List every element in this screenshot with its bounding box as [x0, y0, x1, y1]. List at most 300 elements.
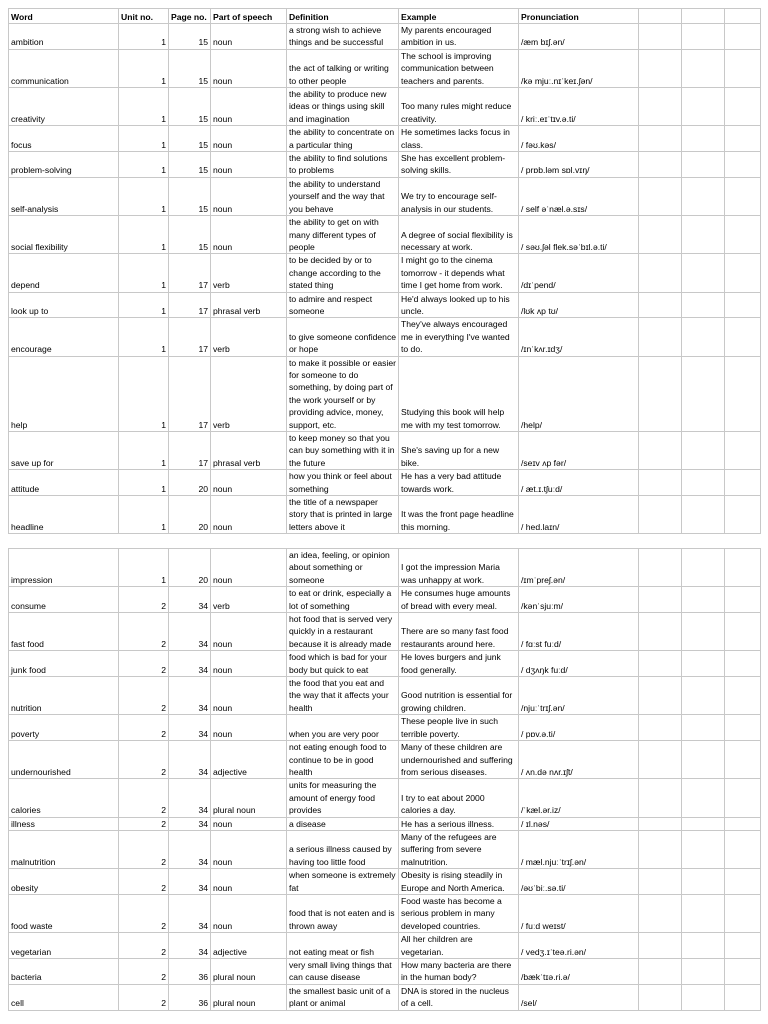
empty-cell[interactable] — [725, 177, 761, 215]
part-of-speech-cell[interactable]: adjective — [211, 933, 287, 959]
example-cell[interactable]: DNA is stored in the nucleus of a cell. — [399, 984, 519, 1010]
unit-cell[interactable]: 2 — [119, 677, 169, 715]
pronunciation-cell[interactable]: /ɪnˈkʌr.ɪdʒ/ — [519, 318, 639, 356]
empty-cell[interactable] — [725, 496, 761, 534]
definition-cell[interactable]: a serious illness caused by having too little food — [287, 830, 399, 868]
empty-cell[interactable] — [639, 177, 682, 215]
empty-cell[interactable] — [725, 741, 761, 779]
word-cell[interactable]: ambition — [9, 24, 119, 50]
empty-cell[interactable] — [682, 356, 725, 431]
pronunciation-cell[interactable]: / mæl.njuːˈtrɪʃ.ən/ — [519, 830, 639, 868]
empty-cell[interactable] — [725, 651, 761, 677]
empty-cell[interactable] — [639, 24, 682, 50]
empty-cell[interactable] — [725, 677, 761, 715]
empty-cell[interactable] — [682, 470, 725, 496]
part-of-speech-cell[interactable]: verb — [211, 318, 287, 356]
page-cell[interactable]: 34 — [169, 869, 211, 895]
word-cell[interactable]: obesity — [9, 869, 119, 895]
word-cell[interactable]: depend — [9, 254, 119, 292]
pronunciation-cell[interactable]: / ʌn.də nʌr.ɪʃt/ — [519, 741, 639, 779]
unit-cell[interactable]: 2 — [119, 869, 169, 895]
word-cell[interactable]: calories — [9, 779, 119, 817]
empty-cell[interactable] — [725, 587, 761, 613]
empty-header-cell[interactable] — [725, 9, 761, 24]
unit-cell[interactable]: 1 — [119, 152, 169, 178]
part-of-speech-cell[interactable]: adjective — [211, 741, 287, 779]
unit-cell[interactable]: 2 — [119, 817, 169, 830]
definition-cell[interactable]: very small living things that can cause disease — [287, 959, 399, 985]
unit-cell[interactable]: 2 — [119, 741, 169, 779]
page-cell[interactable]: 34 — [169, 830, 211, 868]
page-cell[interactable]: 36 — [169, 959, 211, 985]
pronunciation-cell[interactable]: /æm bɪʃ.ən/ — [519, 24, 639, 50]
part-of-speech-cell[interactable]: noun — [211, 496, 287, 534]
definition-cell[interactable]: not eating meat or fish — [287, 933, 399, 959]
empty-cell[interactable] — [682, 318, 725, 356]
part-of-speech-cell[interactable]: noun — [211, 88, 287, 126]
definition-cell[interactable]: the act of talking or writing to other people — [287, 49, 399, 87]
page-cell[interactable]: 34 — [169, 613, 211, 651]
page-cell[interactable]: 15 — [169, 88, 211, 126]
example-cell[interactable]: Studying this book will help me with my test tomorrow. — [399, 356, 519, 431]
empty-cell[interactable] — [725, 984, 761, 1010]
example-cell[interactable]: Food waste has become a serious problem in many developed countries. — [399, 894, 519, 932]
page-cell[interactable]: 34 — [169, 779, 211, 817]
page-cell[interactable]: 15 — [169, 24, 211, 50]
definition-cell[interactable]: food that is not eaten and is thrown away — [287, 894, 399, 932]
page-cell[interactable]: 34 — [169, 933, 211, 959]
word-cell[interactable]: focus — [9, 126, 119, 152]
empty-cell[interactable] — [639, 549, 682, 587]
example-cell[interactable]: A degree of social flexibility is necessary at work. — [399, 216, 519, 254]
empty-cell[interactable] — [725, 88, 761, 126]
empty-cell[interactable] — [639, 677, 682, 715]
unit-cell[interactable]: 1 — [119, 318, 169, 356]
empty-cell[interactable] — [682, 894, 725, 932]
example-cell[interactable]: She's saving up for a new bike. — [399, 432, 519, 470]
empty-cell[interactable] — [725, 254, 761, 292]
pronunciation-cell[interactable]: / kriː.eɪˈtɪv.ə.ti/ — [519, 88, 639, 126]
unit-cell[interactable]: 1 — [119, 177, 169, 215]
part-of-speech-cell[interactable]: phrasal verb — [211, 432, 287, 470]
empty-cell[interactable] — [682, 830, 725, 868]
page-cell[interactable]: 15 — [169, 152, 211, 178]
unit-cell[interactable]: 1 — [119, 470, 169, 496]
empty-cell[interactable] — [639, 216, 682, 254]
unit-cell[interactable]: 1 — [119, 24, 169, 50]
header-pronunciation[interactable]: Pronunciation — [519, 9, 639, 24]
word-cell[interactable]: creativity — [9, 88, 119, 126]
page-cell[interactable]: 20 — [169, 496, 211, 534]
empty-cell[interactable] — [725, 152, 761, 178]
empty-cell[interactable] — [639, 894, 682, 932]
word-cell[interactable]: nutrition — [9, 677, 119, 715]
definition-cell[interactable]: the ability to understand yourself and the way that you behave — [287, 177, 399, 215]
pronunciation-cell[interactable]: /kə mjuː.nɪˈkeɪ.ʃən/ — [519, 49, 639, 87]
example-cell[interactable]: Too many rules might reduce creativity. — [399, 88, 519, 126]
empty-cell[interactable] — [639, 356, 682, 431]
example-cell[interactable]: These people live in such terrible poverty. — [399, 715, 519, 741]
pronunciation-cell[interactable]: /help/ — [519, 356, 639, 431]
empty-cell[interactable] — [639, 432, 682, 470]
pronunciation-cell[interactable]: / prɒb.ləm sɒl.vɪŋ/ — [519, 152, 639, 178]
empty-header-cell[interactable] — [639, 9, 682, 24]
word-cell[interactable]: illness — [9, 817, 119, 830]
empty-cell[interactable] — [725, 356, 761, 431]
empty-cell[interactable] — [725, 830, 761, 868]
word-cell[interactable]: social flexibility — [9, 216, 119, 254]
empty-cell[interactable] — [639, 318, 682, 356]
empty-cell[interactable] — [725, 470, 761, 496]
empty-cell[interactable] — [639, 152, 682, 178]
empty-cell[interactable] — [682, 49, 725, 87]
part-of-speech-cell[interactable]: noun — [211, 216, 287, 254]
empty-cell[interactable] — [682, 817, 725, 830]
empty-cell[interactable] — [682, 432, 725, 470]
definition-cell[interactable]: an idea, feeling, or opinion about something or someone — [287, 549, 399, 587]
header-example[interactable]: Example — [399, 9, 519, 24]
empty-cell[interactable] — [725, 894, 761, 932]
pronunciation-cell[interactable]: / ɪl.nəs/ — [519, 817, 639, 830]
empty-cell[interactable] — [682, 126, 725, 152]
word-cell[interactable]: attitude — [9, 470, 119, 496]
definition-cell[interactable]: the smallest basic unit of a plant or animal — [287, 984, 399, 1010]
word-cell[interactable]: save up for — [9, 432, 119, 470]
definition-cell[interactable]: the ability to concentrate on a particular thing — [287, 126, 399, 152]
definition-cell[interactable]: the ability to produce new ideas or things using skill and imagination — [287, 88, 399, 126]
part-of-speech-cell[interactable]: noun — [211, 677, 287, 715]
page-cell[interactable]: 15 — [169, 216, 211, 254]
page-cell[interactable]: 34 — [169, 715, 211, 741]
example-cell[interactable]: The school is improving communication between teachers and parents. — [399, 49, 519, 87]
example-cell[interactable]: They've always encouraged me in everything I've wanted to do. — [399, 318, 519, 356]
pronunciation-cell[interactable]: /njuːˈtrɪʃ.ən/ — [519, 677, 639, 715]
page-cell[interactable]: 15 — [169, 177, 211, 215]
example-cell[interactable]: He consumes huge amounts of bread with every meal. — [399, 587, 519, 613]
page-cell[interactable]: 34 — [169, 741, 211, 779]
empty-cell[interactable] — [725, 432, 761, 470]
unit-cell[interactable]: 2 — [119, 651, 169, 677]
unit-cell[interactable]: 1 — [119, 126, 169, 152]
word-cell[interactable]: help — [9, 356, 119, 431]
page-cell[interactable]: 34 — [169, 587, 211, 613]
pronunciation-cell[interactable]: / dʒʌŋk fuːd/ — [519, 651, 639, 677]
pronunciation-cell[interactable]: /seɪv ʌp fər/ — [519, 432, 639, 470]
definition-cell[interactable]: the food that you eat and the way that it affects your health — [287, 677, 399, 715]
empty-cell[interactable] — [639, 292, 682, 318]
empty-cell[interactable] — [725, 216, 761, 254]
definition-cell[interactable]: units for measuring the amount of energy food provides — [287, 779, 399, 817]
word-cell[interactable]: vegetarian — [9, 933, 119, 959]
word-cell[interactable]: look up to — [9, 292, 119, 318]
example-cell[interactable]: He'd always looked up to his uncle. — [399, 292, 519, 318]
page-cell[interactable]: 17 — [169, 432, 211, 470]
empty-cell[interactable] — [682, 715, 725, 741]
word-cell[interactable]: headline — [9, 496, 119, 534]
page-cell[interactable]: 34 — [169, 894, 211, 932]
pronunciation-cell[interactable]: / fuːd weɪst/ — [519, 894, 639, 932]
unit-cell[interactable]: 2 — [119, 779, 169, 817]
definition-cell[interactable]: a disease — [287, 817, 399, 830]
part-of-speech-cell[interactable]: noun — [211, 549, 287, 587]
unit-cell[interactable]: 2 — [119, 984, 169, 1010]
unit-cell[interactable]: 2 — [119, 894, 169, 932]
empty-cell[interactable] — [682, 496, 725, 534]
header-definition[interactable]: Definition — [287, 9, 399, 24]
header-word[interactable]: Word — [9, 9, 119, 24]
empty-cell[interactable] — [639, 933, 682, 959]
empty-cell[interactable] — [682, 613, 725, 651]
empty-cell[interactable] — [725, 779, 761, 817]
empty-cell[interactable] — [639, 741, 682, 779]
page-cell[interactable]: 36 — [169, 984, 211, 1010]
word-cell[interactable]: encourage — [9, 318, 119, 356]
empty-cell[interactable] — [639, 830, 682, 868]
word-cell[interactable]: junk food — [9, 651, 119, 677]
definition-cell[interactable]: to eat or drink, especially a lot of something — [287, 587, 399, 613]
example-cell[interactable]: He has a very bad attitude towards work. — [399, 470, 519, 496]
example-cell[interactable]: All her children are vegetarian. — [399, 933, 519, 959]
part-of-speech-cell[interactable]: noun — [211, 177, 287, 215]
part-of-speech-cell[interactable]: noun — [211, 715, 287, 741]
example-cell[interactable]: We try to encourage self-analysis in our students. — [399, 177, 519, 215]
part-of-speech-cell[interactable]: plural noun — [211, 959, 287, 985]
empty-cell[interactable] — [682, 741, 725, 779]
definition-cell[interactable]: food which is bad for your body but quick to eat — [287, 651, 399, 677]
definition-cell[interactable]: the title of a newspaper story that is printed in large letters above it — [287, 496, 399, 534]
pronunciation-cell[interactable]: / self əˈnæl.ə.sɪs/ — [519, 177, 639, 215]
part-of-speech-cell[interactable]: verb — [211, 356, 287, 431]
empty-cell[interactable] — [682, 24, 725, 50]
empty-cell[interactable] — [725, 49, 761, 87]
word-cell[interactable]: problem-solving — [9, 152, 119, 178]
empty-cell[interactable] — [639, 613, 682, 651]
example-cell[interactable]: He has a serious illness. — [399, 817, 519, 830]
unit-cell[interactable]: 1 — [119, 496, 169, 534]
example-cell[interactable]: I might go to the cinema tomorrow - it depends what time I get home from work. — [399, 254, 519, 292]
header-unit[interactable]: Unit no. — [119, 9, 169, 24]
pronunciation-cell[interactable]: /kənˈsjuːm/ — [519, 587, 639, 613]
part-of-speech-cell[interactable]: verb — [211, 587, 287, 613]
empty-cell[interactable] — [639, 587, 682, 613]
example-cell[interactable]: Good nutrition is essential for growing children. — [399, 677, 519, 715]
word-cell[interactable]: communication — [9, 49, 119, 87]
empty-cell[interactable] — [639, 254, 682, 292]
pronunciation-cell[interactable]: / vedʒ.ɪˈteə.ri.ən/ — [519, 933, 639, 959]
word-cell[interactable]: consume — [9, 587, 119, 613]
definition-cell[interactable]: to admire and respect someone — [287, 292, 399, 318]
empty-cell[interactable] — [639, 651, 682, 677]
empty-cell[interactable] — [639, 869, 682, 895]
page-cell[interactable]: 17 — [169, 356, 211, 431]
pronunciation-cell[interactable]: /ˈkæl.ər.iz/ — [519, 779, 639, 817]
empty-cell[interactable] — [725, 292, 761, 318]
word-cell[interactable]: undernourished — [9, 741, 119, 779]
unit-cell[interactable]: 2 — [119, 587, 169, 613]
unit-cell[interactable]: 1 — [119, 292, 169, 318]
pronunciation-cell[interactable]: /lʊk ʌp tʊ/ — [519, 292, 639, 318]
empty-cell[interactable] — [682, 651, 725, 677]
word-cell[interactable]: food waste — [9, 894, 119, 932]
empty-cell[interactable] — [639, 49, 682, 87]
page-cell[interactable]: 15 — [169, 49, 211, 87]
example-cell[interactable]: How many bacteria are there in the human body? — [399, 959, 519, 985]
part-of-speech-cell[interactable]: noun — [211, 830, 287, 868]
empty-cell[interactable] — [682, 292, 725, 318]
page-cell[interactable]: 34 — [169, 651, 211, 677]
unit-cell[interactable]: 2 — [119, 933, 169, 959]
pronunciation-cell[interactable]: / pɒv.ə.ti/ — [519, 715, 639, 741]
example-cell[interactable]: He loves burgers and junk food generally. — [399, 651, 519, 677]
part-of-speech-cell[interactable]: verb — [211, 254, 287, 292]
part-of-speech-cell[interactable]: noun — [211, 817, 287, 830]
part-of-speech-cell[interactable]: noun — [211, 126, 287, 152]
unit-cell[interactable]: 2 — [119, 613, 169, 651]
word-cell[interactable]: fast food — [9, 613, 119, 651]
empty-cell[interactable] — [639, 779, 682, 817]
page-cell[interactable]: 17 — [169, 318, 211, 356]
empty-cell[interactable] — [725, 959, 761, 985]
unit-cell[interactable]: 1 — [119, 216, 169, 254]
word-cell[interactable]: malnutrition — [9, 830, 119, 868]
empty-cell[interactable] — [725, 817, 761, 830]
part-of-speech-cell[interactable]: noun — [211, 152, 287, 178]
empty-cell[interactable] — [682, 779, 725, 817]
unit-cell[interactable]: 2 — [119, 715, 169, 741]
definition-cell[interactable]: when someone is extremely fat — [287, 869, 399, 895]
part-of-speech-cell[interactable]: noun — [211, 869, 287, 895]
empty-cell[interactable] — [639, 817, 682, 830]
definition-cell[interactable]: hot food that is served very quickly in a restaurant because it is already made — [287, 613, 399, 651]
word-cell[interactable]: cell — [9, 984, 119, 1010]
page-cell[interactable]: 34 — [169, 817, 211, 830]
part-of-speech-cell[interactable]: noun — [211, 49, 287, 87]
empty-cell[interactable] — [639, 470, 682, 496]
page-cell[interactable]: 34 — [169, 677, 211, 715]
definition-cell[interactable]: to give someone confidence or hope — [287, 318, 399, 356]
page-cell[interactable]: 20 — [169, 470, 211, 496]
unit-cell[interactable]: 1 — [119, 549, 169, 587]
empty-cell[interactable] — [682, 587, 725, 613]
example-cell[interactable]: I got the impression Maria was unhappy at work. — [399, 549, 519, 587]
page-cell[interactable]: 20 — [169, 549, 211, 587]
unit-cell[interactable]: 1 — [119, 88, 169, 126]
word-cell[interactable]: poverty — [9, 715, 119, 741]
word-cell[interactable]: impression — [9, 549, 119, 587]
pronunciation-cell[interactable]: / səʊ.ʃəl flek.səˈbɪl.ə.ti/ — [519, 216, 639, 254]
unit-cell[interactable]: 2 — [119, 830, 169, 868]
empty-cell[interactable] — [639, 959, 682, 985]
example-cell[interactable]: Many of the refugees are suffering from severe malnutrition. — [399, 830, 519, 868]
pronunciation-cell[interactable]: / æt.ɪ.tʃuːd/ — [519, 470, 639, 496]
page-cell[interactable]: 15 — [169, 126, 211, 152]
definition-cell[interactable]: to keep money so that you can buy something with it in the future — [287, 432, 399, 470]
definition-cell[interactable]: the ability to get on with many different types of people — [287, 216, 399, 254]
empty-cell[interactable] — [682, 677, 725, 715]
part-of-speech-cell[interactable]: plural noun — [211, 984, 287, 1010]
empty-cell[interactable] — [725, 549, 761, 587]
part-of-speech-cell[interactable]: noun — [211, 470, 287, 496]
unit-cell[interactable]: 2 — [119, 959, 169, 985]
empty-cell[interactable] — [725, 715, 761, 741]
empty-cell[interactable] — [639, 715, 682, 741]
empty-cell[interactable] — [725, 126, 761, 152]
page-cell[interactable]: 17 — [169, 292, 211, 318]
word-cell[interactable]: self-analysis — [9, 177, 119, 215]
empty-cell[interactable] — [682, 933, 725, 959]
example-cell[interactable]: She has excellent problem-solving skills. — [399, 152, 519, 178]
definition-cell[interactable]: how you think or feel about something — [287, 470, 399, 496]
example-cell[interactable]: I try to eat about 2000 calories a day. — [399, 779, 519, 817]
pronunciation-cell[interactable]: /ɪmˈpreʃ.ən/ — [519, 549, 639, 587]
pronunciation-cell[interactable]: / fɑːst fuːd/ — [519, 613, 639, 651]
header-page[interactable]: Page no. — [169, 9, 211, 24]
empty-cell[interactable] — [682, 959, 725, 985]
definition-cell[interactable]: to make it possible or easier for someone to do something, by doing part of the work yourself or by providing advice, money, support, etc. — [287, 356, 399, 431]
empty-cell[interactable] — [682, 177, 725, 215]
definition-cell[interactable]: the ability to find solutions to problems — [287, 152, 399, 178]
example-cell[interactable]: Many of these children are undernourished and suffering from serious diseases. — [399, 741, 519, 779]
empty-cell[interactable] — [682, 88, 725, 126]
empty-cell[interactable] — [725, 24, 761, 50]
example-cell[interactable]: It was the front page headline this morning. — [399, 496, 519, 534]
empty-cell[interactable] — [682, 984, 725, 1010]
example-cell[interactable]: My parents encouraged ambition in us. — [399, 24, 519, 50]
empty-cell[interactable] — [725, 933, 761, 959]
empty-cell[interactable] — [639, 496, 682, 534]
example-cell[interactable]: Obesity is rising steadily in Europe and North America. — [399, 869, 519, 895]
page-cell[interactable]: 17 — [169, 254, 211, 292]
empty-cell[interactable] — [639, 126, 682, 152]
unit-cell[interactable]: 1 — [119, 432, 169, 470]
example-cell[interactable]: He sometimes lacks focus in class. — [399, 126, 519, 152]
unit-cell[interactable]: 1 — [119, 49, 169, 87]
empty-cell[interactable] — [682, 869, 725, 895]
empty-cell[interactable] — [639, 984, 682, 1010]
pronunciation-cell[interactable]: /sel/ — [519, 984, 639, 1010]
empty-cell[interactable] — [682, 254, 725, 292]
pronunciation-cell[interactable]: /əʊˈbiː.sə.ti/ — [519, 869, 639, 895]
part-of-speech-cell[interactable]: noun — [211, 894, 287, 932]
part-of-speech-cell[interactable]: noun — [211, 651, 287, 677]
word-cell[interactable]: bacteria — [9, 959, 119, 985]
empty-cell[interactable] — [639, 88, 682, 126]
header-part-of-speech[interactable]: Part of speech — [211, 9, 287, 24]
empty-cell[interactable] — [682, 216, 725, 254]
pronunciation-cell[interactable]: / fəʊ.kəs/ — [519, 126, 639, 152]
pronunciation-cell[interactable]: /dɪˈpend/ — [519, 254, 639, 292]
definition-cell[interactable]: not eating enough food to continue to be in good health — [287, 741, 399, 779]
pronunciation-cell[interactable]: /bækˈtɪə.ri.ə/ — [519, 959, 639, 985]
unit-cell[interactable]: 1 — [119, 356, 169, 431]
empty-cell[interactable] — [725, 869, 761, 895]
empty-cell[interactable] — [682, 152, 725, 178]
part-of-speech-cell[interactable]: plural noun — [211, 779, 287, 817]
part-of-speech-cell[interactable]: noun — [211, 24, 287, 50]
definition-cell[interactable]: to be decided by or to change according to the stated thing — [287, 254, 399, 292]
empty-header-cell[interactable] — [682, 9, 725, 24]
pronunciation-cell[interactable]: / hed.laɪn/ — [519, 496, 639, 534]
empty-cell[interactable] — [682, 549, 725, 587]
definition-cell[interactable]: a strong wish to achieve things and be successful — [287, 24, 399, 50]
example-cell[interactable]: There are so many fast food restaurants around here. — [399, 613, 519, 651]
empty-cell[interactable] — [725, 613, 761, 651]
part-of-speech-cell[interactable]: noun — [211, 613, 287, 651]
empty-cell[interactable] — [725, 318, 761, 356]
definition-cell[interactable]: when you are very poor — [287, 715, 399, 741]
unit-cell[interactable]: 1 — [119, 254, 169, 292]
part-of-speech-cell[interactable]: phrasal verb — [211, 292, 287, 318]
